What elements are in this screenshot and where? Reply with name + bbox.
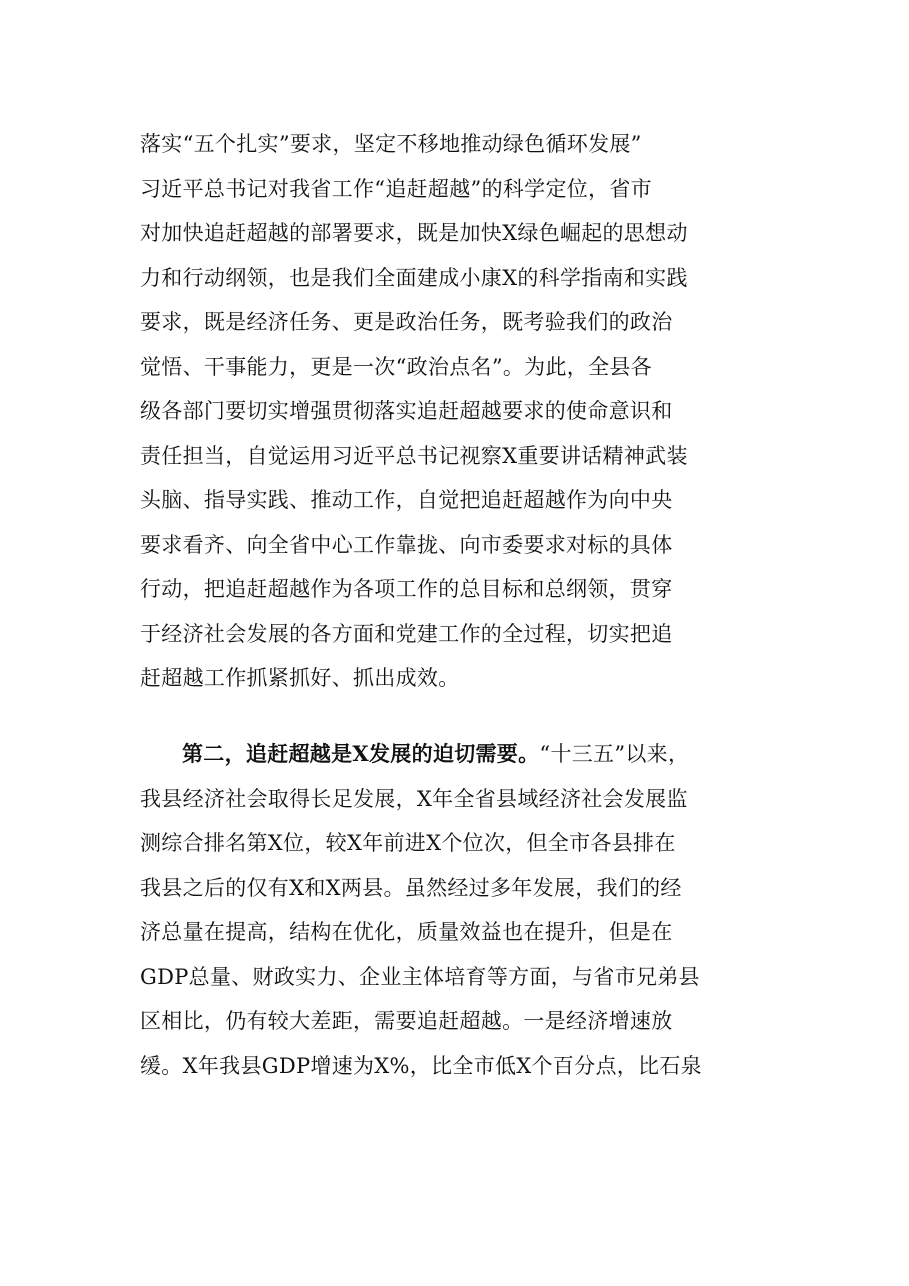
text-line: 于经济社会发展的各方面和党建工作的全过程，切实把追 — [140, 621, 673, 646]
text-line: 我县经济社会取得长足发展，X年全省县域经济社会发展监 — [140, 786, 688, 811]
text-line: 力和行动纲领，也是我们全面建成小康X的科学指南和实践 — [140, 265, 688, 290]
text-line: 我县之后的仅有X和X两县。虽然经过多年发展，我们的经 — [140, 875, 682, 900]
text-line: 缓。X年我县GDP增速为X%，比全市低X个百分点，比石泉 — [140, 1053, 702, 1078]
text-line: 测综合排名第X位，较X年前进X个位次，但全市各县排在 — [140, 831, 676, 855]
paragraph-2-first-line — [140, 732, 770, 777]
text-line: 区相比，仍有较大差距，需要追赶超越。一是经济增速放 — [140, 1009, 673, 1033]
section-heading-lead: 第二，追赶超越是X发展的迫切需要。 — [182, 741, 540, 766]
text-line: 觉悟、干事能力，更是一次“政治点名”。为此，全县各 — [140, 354, 652, 379]
text-line: 济总量在提高，结构在优化，质量效益也在提升，但是在 — [140, 920, 673, 944]
text-line: 要求，既是经济任务、更是政治任务，既考验我们的政治 — [140, 310, 673, 334]
text-line: 级各部门要切实增强贯彻落实追赶超越要求的使命意识和 — [140, 399, 673, 423]
text-line: 落实“五个扎实”要求，坚定不移地推动绿色循环发展” — [140, 132, 642, 156]
text-line: 习近平总书记对我省工作“追赶超越”的科学定位，省市 — [140, 176, 652, 201]
text-line: 责任担当，自觉运用习近平总书记视察X重要讲话精神武装 — [140, 443, 688, 468]
text-line: 头脑、指导实践、推动工作，自觉把追赶超越作为向中央 — [140, 488, 673, 512]
paragraph-2 — [140, 732, 770, 1088]
text-line: 对加快追赶超越的部署要求，既是加快X绿色崛起的思想动 — [140, 221, 688, 245]
text-line: 要求看齐、向全省中心工作靠拢、向市委要求对标的具体 — [140, 532, 673, 557]
text-line: 行动，把追赶超越作为各项工作的总目标和总纲领，贯穿 — [140, 577, 673, 601]
first-line-rest: “十三五”以来， — [539, 742, 690, 766]
text-line: 赶超越工作抓紧抓好、抓出成效。 — [140, 666, 460, 690]
paragraph-1 — [140, 122, 770, 701]
text-line: GDP总量、财政实力、企业主体培育等方面，与省市兄弟县 — [140, 964, 700, 989]
